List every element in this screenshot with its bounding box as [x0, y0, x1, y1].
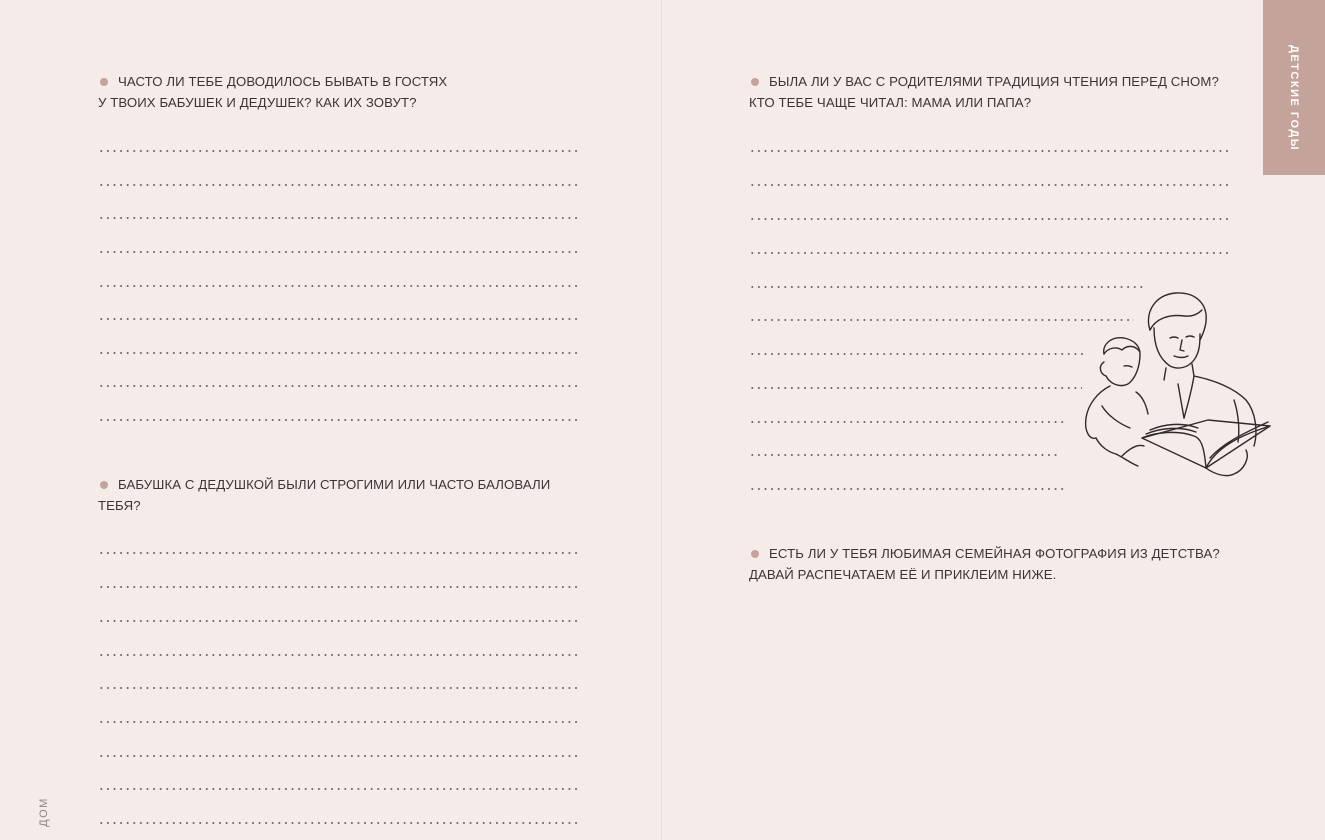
- answer-line[interactable]: [98, 586, 578, 588]
- answer-line[interactable]: [98, 318, 578, 320]
- father-reading-illustration: [1074, 288, 1279, 488]
- question-line: ДАВАЙ РАСПЕЧАТАЕМ ЕЁ И ПРИКЛЕИМ НИЖЕ.: [749, 567, 1057, 582]
- answer-line[interactable]: [98, 217, 578, 219]
- answer-line[interactable]: [749, 218, 1229, 220]
- question-line: ТЕБЯ?: [98, 498, 141, 513]
- question-line: У ТВОИХ БАБУШЕК И ДЕДУШЕК? КАК ИХ ЗОВУТ?: [98, 95, 417, 110]
- question-line: БЫЛА ЛИ У ВАС С РОДИТЕЛЯМИ ТРАДИЦИЯ ЧТЕНИЯ ПЕРЕД СНОМ?: [749, 71, 1219, 92]
- answer-line[interactable]: [749, 454, 1061, 456]
- question-family-photo: [749, 543, 1220, 585]
- answer-line[interactable]: [98, 654, 578, 656]
- answer-line[interactable]: [749, 488, 1065, 490]
- bullet-icon: [751, 78, 759, 86]
- answer-line[interactable]: [98, 755, 578, 757]
- father-child-book-icon: [1074, 288, 1279, 483]
- answer-line[interactable]: [98, 552, 578, 554]
- answer-line[interactable]: [749, 184, 1229, 186]
- answer-line[interactable]: [749, 150, 1229, 152]
- question-line: БАБУШКА С ДЕДУШКОЙ БЫЛИ СТРОГИМИ ИЛИ ЧАСТО БАЛОВАЛИ: [98, 474, 550, 495]
- footer-section-label: ДОМ: [38, 797, 50, 827]
- answer-line[interactable]: [98, 285, 578, 287]
- answer-line[interactable]: [98, 620, 578, 622]
- answer-line[interactable]: [98, 150, 578, 152]
- answer-line[interactable]: [98, 822, 578, 824]
- answer-line[interactable]: [749, 387, 1082, 389]
- answer-line[interactable]: [98, 788, 578, 790]
- bullet-icon: [100, 78, 108, 86]
- left-page: [0, 0, 661, 840]
- bullet-icon: [751, 550, 759, 558]
- question-line: ЧАСТО ЛИ ТЕБЕ ДОВОДИЛОСЬ БЫВАТЬ В ГОСТЯХ: [98, 71, 447, 92]
- section-tab[interactable]: [1263, 0, 1325, 175]
- answer-line[interactable]: [98, 721, 578, 723]
- page-spine: [661, 0, 662, 840]
- answer-line[interactable]: [98, 352, 578, 354]
- answer-line[interactable]: [749, 353, 1085, 355]
- question-line: КТО ТЕБЕ ЧАЩЕ ЧИТАЛ: МАМА ИЛИ ПАПА?: [749, 95, 1032, 110]
- bullet-icon: [100, 481, 108, 489]
- answer-line[interactable]: [98, 385, 578, 387]
- section-tab-label: ДЕТСКИЕ ГОДЫ: [1288, 45, 1300, 151]
- question-grandparents-visits: [98, 71, 447, 113]
- answer-line[interactable]: [749, 421, 1065, 423]
- answer-line[interactable]: [98, 184, 578, 186]
- question-line: ЕСТЬ ЛИ У ТЕБЯ ЛЮБИМАЯ СЕМЕЙНАЯ ФОТОГРАФИЯ ИЗ ДЕТСТВА?: [749, 543, 1220, 564]
- question-grandparents-strict: [98, 474, 550, 516]
- answer-line[interactable]: [98, 419, 578, 421]
- answer-line[interactable]: [749, 252, 1229, 254]
- answer-line[interactable]: [98, 687, 578, 689]
- question-bedtime-reading: [749, 71, 1219, 113]
- answer-line[interactable]: [98, 251, 578, 253]
